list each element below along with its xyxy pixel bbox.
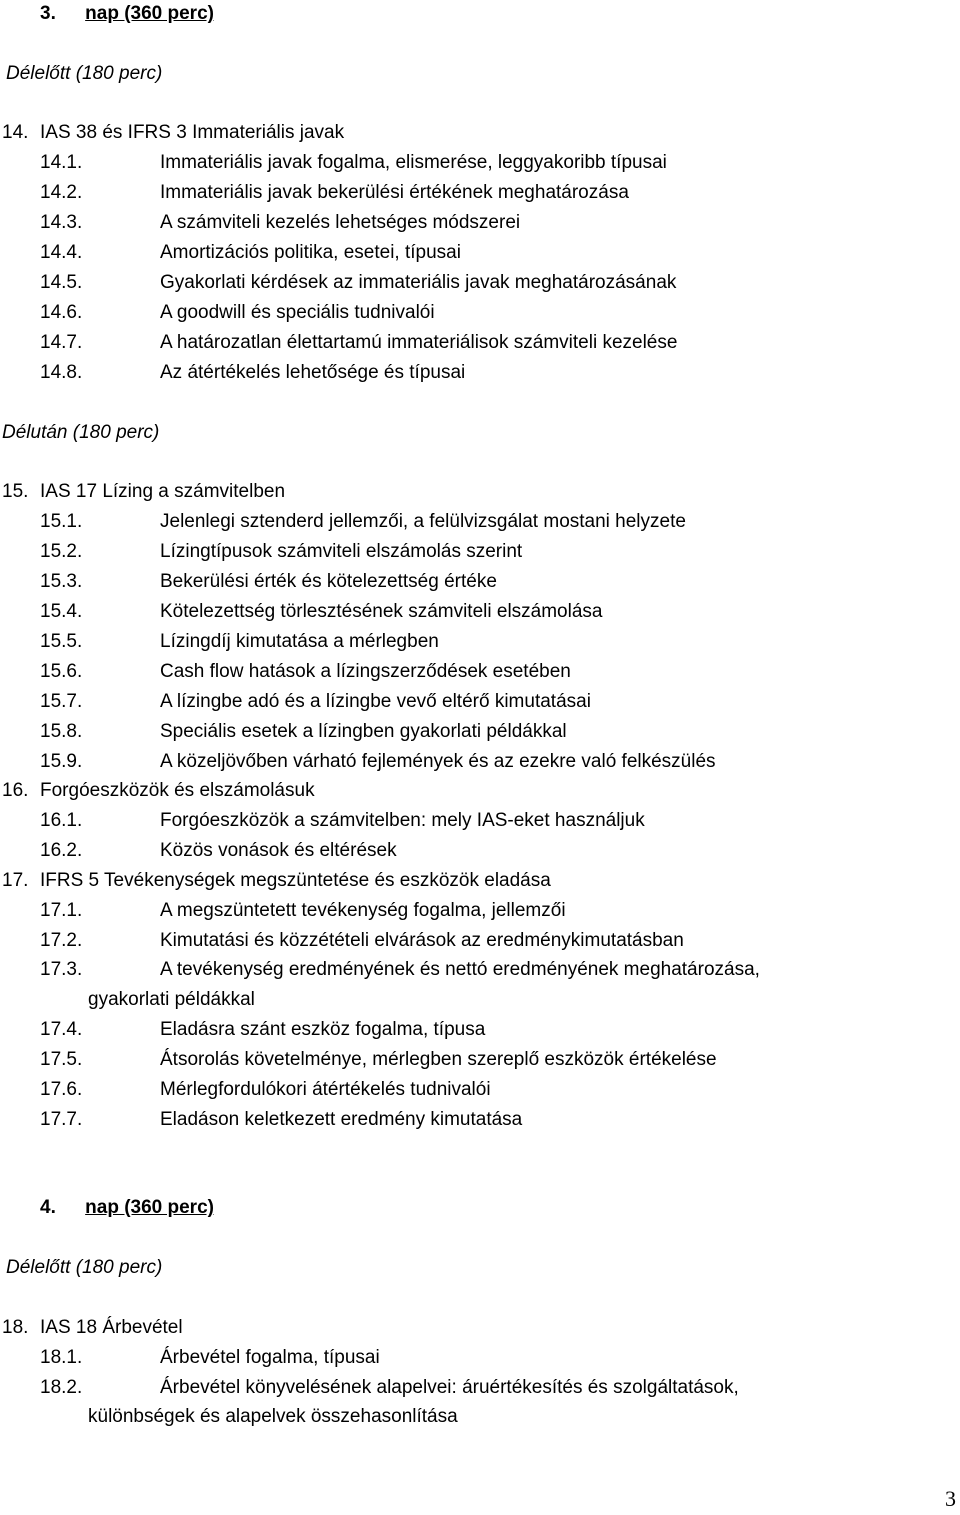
item-number: 17.6.: [40, 1079, 83, 1100]
item-number: 18.1.: [40, 1347, 83, 1368]
item-text: Cash flow hatások a lízingszerződések esetében: [160, 661, 571, 682]
item-number: 14.4.: [40, 242, 83, 263]
item-text: Jelenlegi sztenderd jellemzői, a felülvizsgálat mostani helyzete: [160, 511, 686, 532]
item-text: Kötelezettség törlesztésének számviteli elszámolása: [160, 601, 603, 622]
topic-number: 14.: [2, 122, 29, 143]
item-text: Eladáson keletkezett eredmény kimutatása: [160, 1109, 523, 1130]
item-number: 17.2.: [40, 930, 83, 951]
item-text: Speciális esetek a lízingben gyakorlati példákkal: [160, 721, 567, 742]
day-number: 3.: [40, 3, 56, 24]
list-item-continuation: különbségek és alapelvek összehasonlítása: [88, 1406, 458, 1427]
item-number: 14.7.: [40, 332, 83, 353]
item-number: 14.6.: [40, 302, 83, 323]
item-text: Lízingtípusok számviteli elszámolás szerint: [160, 541, 523, 562]
item-number: 15.2.: [40, 541, 83, 562]
item-number: 14.8.: [40, 362, 83, 383]
topic-heading: [2, 779, 315, 803]
topic-title: Forgóeszközök és elszámolásuk: [40, 780, 315, 801]
item-text: A tevékenység eredményének és nettó eredményének meghatározása,: [160, 959, 760, 980]
item-text: Közös vonások és eltérések: [160, 840, 397, 861]
item-number: 15.4.: [40, 601, 83, 622]
item-number: 15.7.: [40, 691, 83, 712]
item-number: 17.4.: [40, 1019, 83, 1040]
item-number: 14.3.: [40, 212, 83, 233]
topic-title: IAS 38 és IFRS 3 Immateriális javak: [40, 122, 345, 143]
item-text: Amortizációs politika, esetei, típusai: [160, 242, 461, 263]
topic-number: 18.: [2, 1317, 29, 1338]
day-title: nap (360 perc): [85, 3, 214, 24]
list-item-continuation: gyakorlati példákkal: [88, 989, 255, 1010]
day-title: nap (360 perc): [85, 1197, 214, 1218]
item-number: 16.2.: [40, 840, 83, 861]
item-text: A megszüntetett tevékenység fogalma, jellemzői: [160, 900, 566, 921]
item-text: Immateriális javak fogalma, elismerése, leggyakoribb típusai: [160, 152, 667, 173]
item-number: 15.6.: [40, 661, 83, 682]
item-text: A közeljövőben várható fejlemények és az ezekre való felkészülés: [160, 751, 716, 772]
topic-title: IAS 17 Lízing a számvitelben: [40, 481, 286, 502]
item-text: Árbevétel fogalma, típusai: [160, 1347, 380, 1368]
item-number: 15.9.: [40, 751, 83, 772]
item-text: A lízingbe adó és a lízingbe vevő eltérő kimutatásai: [160, 691, 591, 712]
item-text: Lízingdíj kimutatása a mérlegben: [160, 631, 439, 652]
item-text: Mérlegfordulókori átértékelés tudnivalói: [160, 1079, 491, 1100]
topic-number: 15.: [2, 481, 29, 502]
day-number: 4.: [40, 1197, 56, 1218]
topic-number: 17.: [2, 870, 29, 891]
item-text: Kimutatási és közzétételi elvárások az eredménykimutatásban: [160, 930, 684, 951]
item-number: 17.7.: [40, 1109, 83, 1130]
item-number: 15.8.: [40, 721, 83, 742]
item-text: Forgóeszközök a számvitelben: mely IAS-eket használjuk: [160, 810, 645, 831]
day-heading: [40, 2, 214, 26]
item-number: 15.1.: [40, 511, 83, 532]
item-number: 14.1.: [40, 152, 83, 173]
item-number: 16.1.: [40, 810, 83, 831]
item-text: Eladásra szánt eszköz fogalma, típusa: [160, 1019, 486, 1040]
period-label: Délelőtt (180 perc): [6, 1257, 163, 1278]
item-text: Gyakorlati kérdések az immateriális javak meghatározásának: [160, 272, 677, 293]
page-number: 3: [945, 1486, 956, 1511]
item-text: Árbevétel könyvelésének alapelvei: áruértékesítés és szolgáltatások,: [160, 1377, 739, 1398]
topic-title: IAS 18 Árbevétel: [40, 1317, 183, 1338]
item-number: 18.2.: [40, 1377, 83, 1398]
item-number: 17.3.: [40, 959, 83, 980]
item-number: 15.5.: [40, 631, 83, 652]
item-text: Átsorolás követelménye, mérlegben szereplő eszközök értékelése: [160, 1049, 717, 1070]
item-number: 14.5.: [40, 272, 83, 293]
day-heading: [40, 1196, 214, 1220]
item-text: Immateriális javak bekerülési értékének meghatározása: [160, 182, 629, 203]
item-text: A goodwill és speciális tudnivalói: [160, 302, 435, 323]
topic-heading: [2, 121, 345, 145]
topic-heading: [2, 480, 286, 504]
item-number: 14.2.: [40, 182, 83, 203]
topic-number: 16.: [2, 780, 29, 801]
item-number: 17.5.: [40, 1049, 83, 1070]
topic-title: IFRS 5 Tevékenységek megszüntetése és eszközök eladása: [40, 870, 551, 891]
item-text: Az átértékelés lehetősége és típusai: [160, 362, 466, 383]
period-label: Délután (180 perc): [2, 422, 160, 443]
period-label: Délelőtt (180 perc): [6, 63, 163, 84]
item-number: 17.1.: [40, 900, 83, 921]
item-number: 15.3.: [40, 571, 83, 592]
item-text: A határozatlan élettartamú immateriálisok számviteli kezelése: [160, 332, 678, 353]
item-text: A számviteli kezelés lehetséges módszerei: [160, 212, 521, 233]
item-text: Bekerülési érték és kötelezettség értéke: [160, 571, 497, 592]
topic-heading: [2, 869, 551, 893]
topic-heading: [2, 1316, 183, 1340]
